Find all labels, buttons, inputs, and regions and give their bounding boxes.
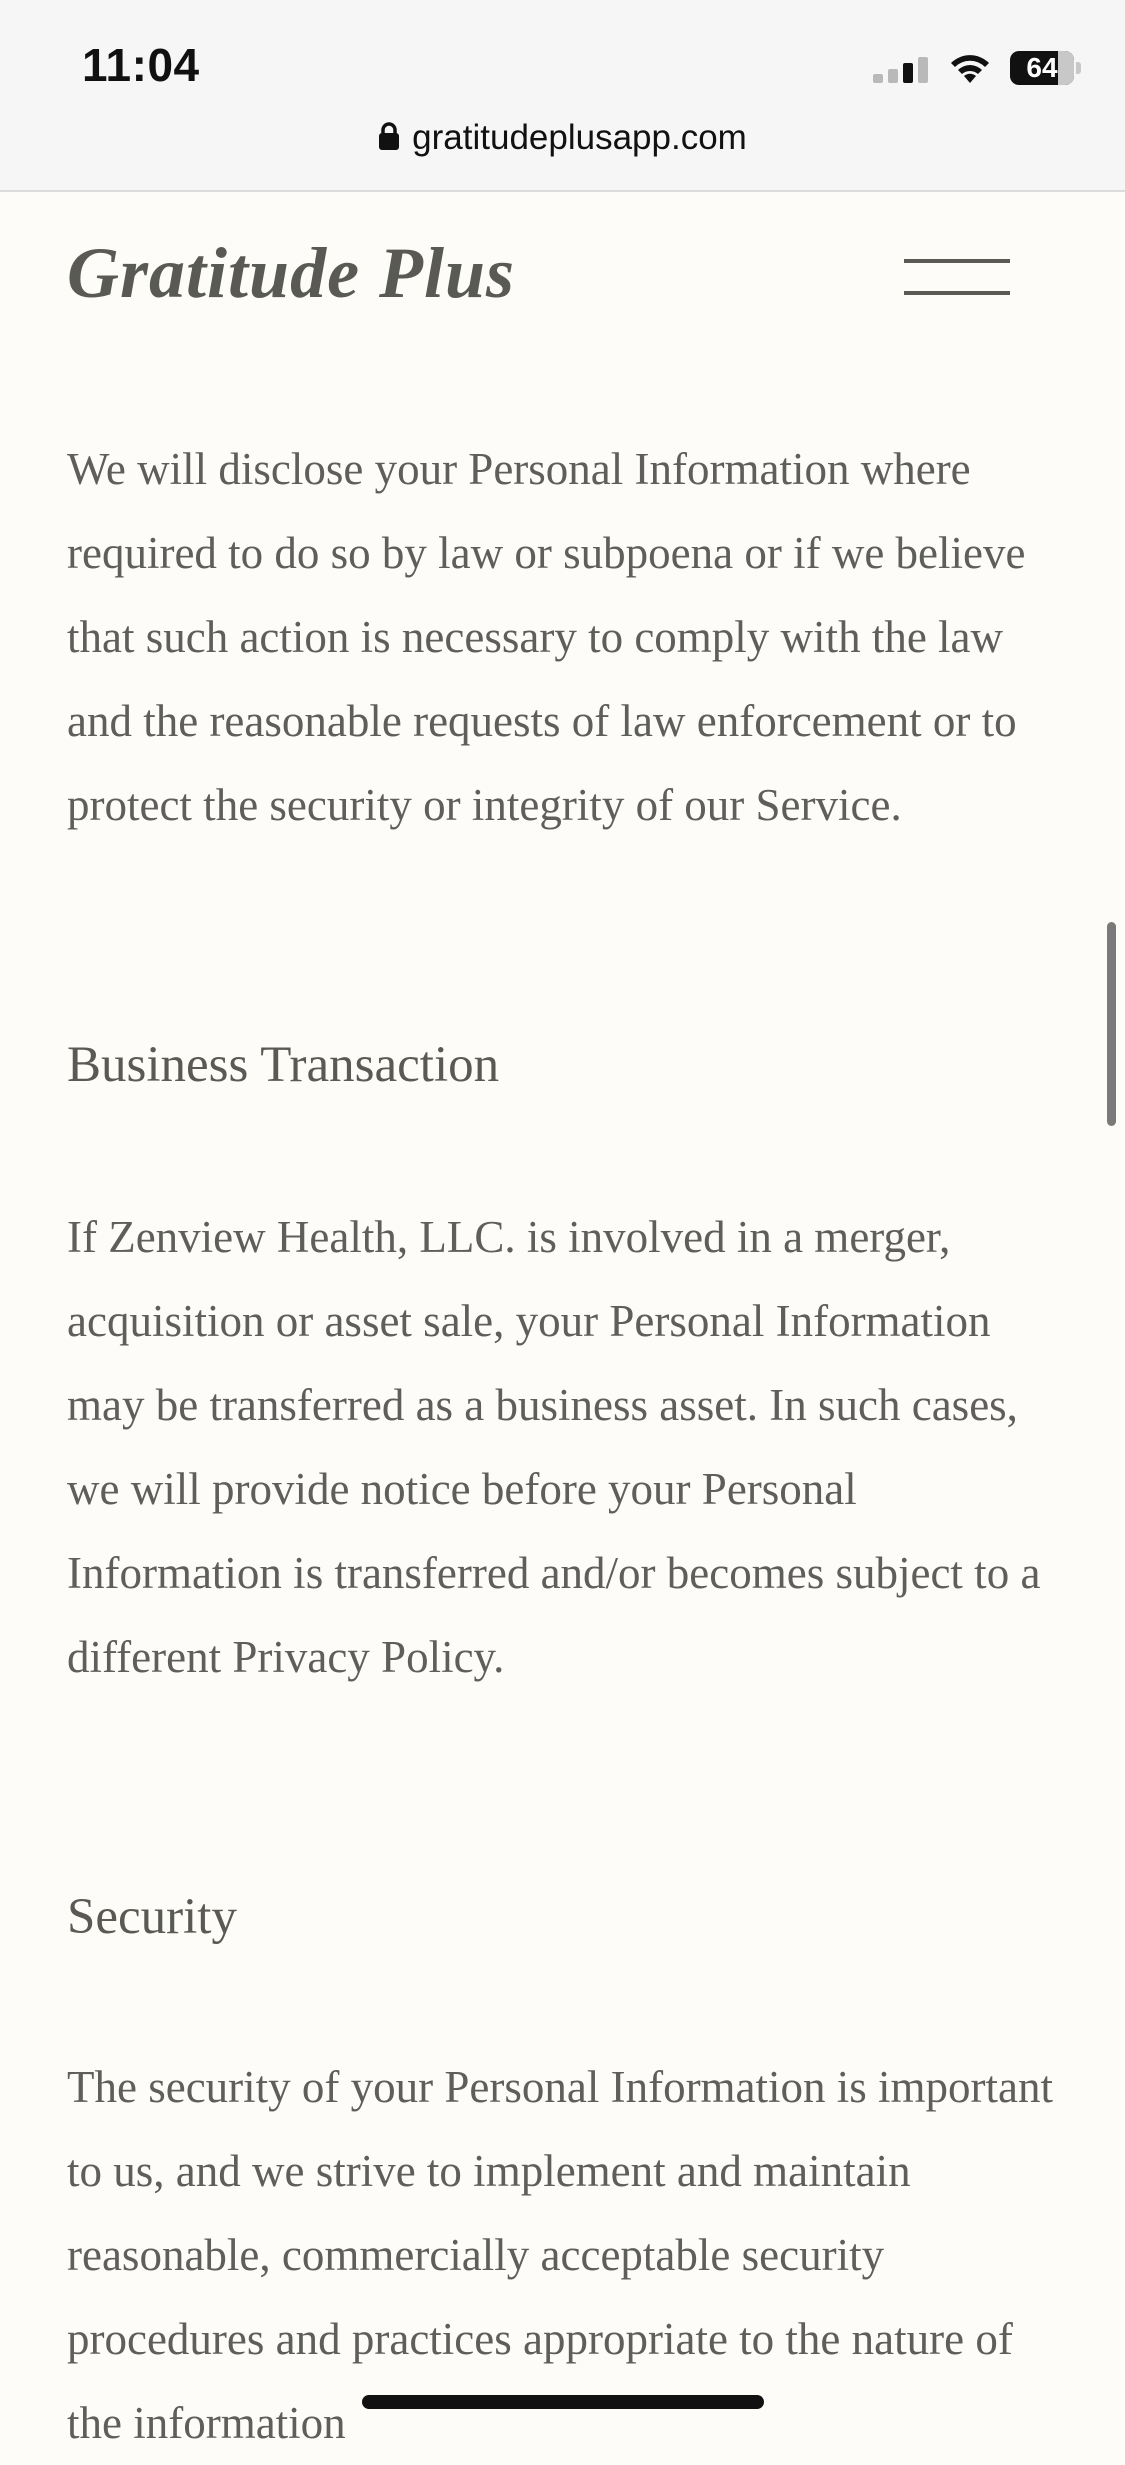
- hamburger-menu-button[interactable]: [904, 255, 1010, 299]
- section-business: [67, 1023, 1067, 1107]
- wifi-icon: [948, 51, 992, 85]
- section-security: [67, 1875, 1067, 1959]
- paragraph-business-transaction: If Zenview Health, LLC. is involved in a merger, acquisition or asset sale, your Personal Information may be transferred as a business asset. In such cases, we will provide notice before your Personal Information is transferred and/or becomes subject to a different Privacy Policy.: [67, 1212, 1041, 1682]
- url-text: gratitudeplusapp.com: [412, 118, 747, 157]
- paragraph-disclosure: We will disclose your Personal Information where required to do so by law or subpoena or if we believe that such action is necessary to comply with the law and the reasonable requests of law enforcement or to protect the security or integrity of our Service.: [67, 444, 1026, 830]
- lock-icon: [378, 121, 400, 151]
- address-bar[interactable]: [0, 118, 1125, 158]
- battery-level: 64: [1026, 52, 1058, 83]
- paragraph-security: The security of your Personal Information is important to us, and we strive to implement and maintain reasonable, commercially acceptable security procedures and practices appropriate to the nature of the information: [67, 2062, 1054, 2448]
- heading-business-transaction: Business Transaction: [67, 1037, 500, 1093]
- status-icons: [873, 46, 1081, 90]
- site-logo[interactable]: Gratitude Plus: [67, 233, 516, 313]
- browser-top-bar: [0, 0, 1125, 192]
- home-indicator[interactable]: [362, 2395, 764, 2409]
- battery-icon: [1010, 51, 1074, 85]
- heading-security: Security: [67, 1889, 237, 1945]
- article-body: [67, 427, 1067, 847]
- scrollbar[interactable]: [1107, 922, 1116, 1126]
- section-business-body: [67, 1195, 1067, 1699]
- cellular-signal-icon: [873, 53, 928, 83]
- status-time: 11:04: [82, 39, 200, 91]
